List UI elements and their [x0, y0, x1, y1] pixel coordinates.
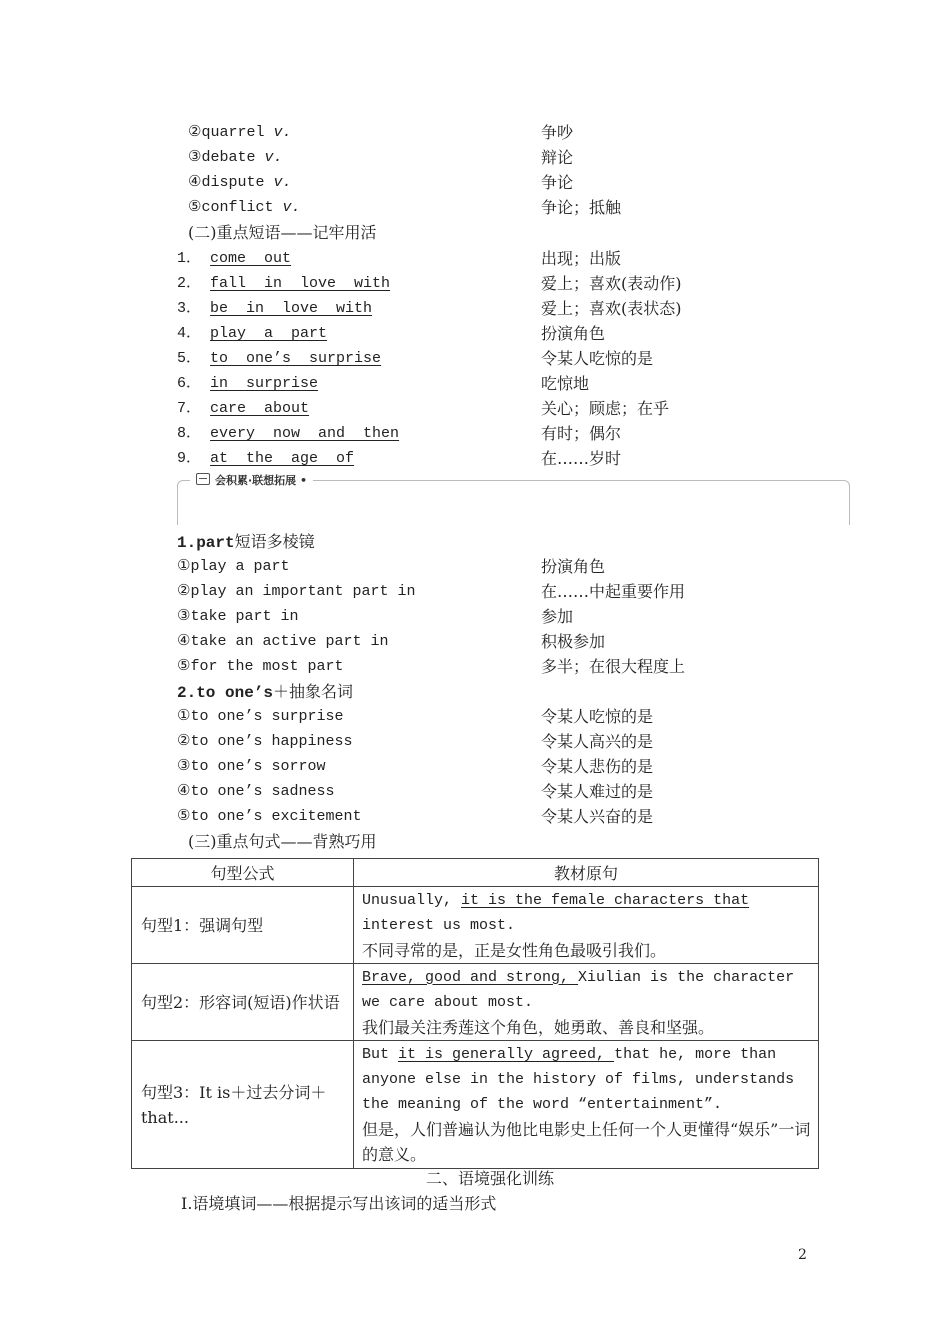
- phrase-text: to one’s excitement: [190, 808, 362, 825]
- table-header-pattern: 句型公式: [132, 859, 354, 887]
- original-cell: [354, 964, 819, 1041]
- phrase-text: play an important part in: [190, 583, 416, 600]
- item-number: 2．: [177, 275, 202, 292]
- phrase-text: be in love with: [210, 300, 373, 317]
- phrase-item: [177, 421, 399, 446]
- item-number: 6．: [177, 375, 202, 392]
- english-text: interest us most.: [362, 916, 516, 934]
- english-text: Xiulian is the character we care about most.: [362, 968, 795, 1011]
- phrase-meaning: 令某人难过的是: [541, 782, 654, 801]
- item-number: 4．: [177, 325, 202, 342]
- list-item: [177, 604, 298, 629]
- english-text: But: [362, 1046, 399, 1063]
- pattern-cell: 句型2：形容词(短语)作状语: [132, 964, 354, 1041]
- item-number: ③: [177, 608, 191, 625]
- phrase-text: to one’s surprise: [190, 708, 344, 725]
- phrase-meaning: 令某人高兴的是: [541, 732, 654, 751]
- phrase-text: to one’s sadness: [190, 783, 335, 800]
- phrase-text: to one’s happiness: [190, 733, 353, 750]
- pattern-cell: 句型3：It is＋过去分词＋that...: [132, 1041, 354, 1169]
- part-of-speech: v.: [264, 149, 283, 166]
- group-key: part: [196, 534, 235, 552]
- group-key: to one’s: [196, 684, 274, 702]
- item-number: ①: [177, 708, 191, 725]
- phrase-meaning: 有时；偶尔: [541, 424, 622, 443]
- dot-icon: •: [300, 474, 308, 487]
- phrase-meaning: 爱上；喜欢(表动作): [541, 274, 682, 293]
- phrase-text: to one’s surprise: [210, 350, 382, 367]
- table-row: [132, 1041, 819, 1169]
- list-item: [177, 754, 325, 779]
- table-row: [132, 887, 819, 964]
- phrase-text: for the most part: [190, 658, 344, 675]
- book-icon: [196, 473, 210, 485]
- item-number: ④: [177, 783, 191, 800]
- group-number: 1.: [177, 534, 197, 552]
- part-of-speech: v.: [273, 124, 292, 141]
- sentences-heading: (三)重点句式——背熟巧用: [188, 832, 377, 851]
- phrase-meaning: 积极参加: [541, 632, 606, 651]
- original-cell: [354, 1041, 819, 1169]
- vocab-word: debate: [201, 149, 256, 166]
- vocab-meaning: 争吵: [541, 123, 574, 142]
- english-text: Unusually,: [362, 891, 462, 909]
- phrase-text: play a part: [210, 325, 328, 342]
- item-number: 5．: [177, 350, 202, 367]
- original-english: [362, 888, 812, 938]
- group-heading: [177, 679, 353, 704]
- vocab-word: quarrel: [201, 124, 265, 141]
- item-number: ①: [177, 558, 191, 575]
- table-row: [132, 964, 819, 1041]
- item-number: 3．: [177, 300, 202, 317]
- phrase-text: fall in love with: [210, 275, 391, 292]
- phrase-text: take part in: [190, 608, 299, 625]
- vocab-item: [188, 195, 301, 220]
- list-item: [177, 654, 343, 679]
- group-number: 2.: [177, 684, 197, 702]
- vocab-item: [188, 170, 292, 195]
- phrase-item: [177, 271, 390, 296]
- vocab-item: [188, 145, 283, 170]
- item-number: ③: [177, 758, 191, 775]
- phrase-meaning: 扮演角色: [541, 557, 606, 576]
- phrase-meaning: 令某人吃惊的是: [541, 707, 654, 726]
- phrase-meaning: 在……中起重要作用: [541, 582, 686, 601]
- phrase-item: [177, 396, 309, 421]
- original-chinese: 我们最关注秀莲这个角色，她勇敢、善良和坚强。: [362, 1017, 715, 1037]
- phrase-text: every now and then: [210, 425, 400, 442]
- section-two-subheading: Ⅰ.语境填词——根据提示写出该词的适当形式: [181, 1194, 497, 1213]
- table-header-row: [132, 859, 819, 887]
- phrase-meaning: 出现；出版: [541, 249, 622, 268]
- vocab-meaning: 辩论: [541, 148, 574, 167]
- phrase-meaning: 吃惊地: [541, 374, 590, 393]
- phrase-text: care about: [210, 400, 310, 417]
- phrase-meaning: 爱上；喜欢(表状态): [541, 299, 682, 318]
- item-number: ⑤: [177, 658, 191, 675]
- phrase-text: at the age of: [210, 450, 355, 467]
- phrase-item: [177, 246, 291, 271]
- phrase-meaning: 关心；顾虑；在乎: [541, 399, 670, 418]
- english-underlined: it is the female characters that: [461, 891, 750, 909]
- group-title: ＋抽象名词: [273, 682, 354, 701]
- phrase-item: [177, 296, 372, 321]
- item-number: ③: [188, 149, 202, 166]
- phrase-meaning: 在……岁时: [541, 449, 622, 468]
- list-item: [177, 704, 343, 729]
- phrase-meaning: 令某人悲伤的是: [541, 757, 654, 776]
- item-number: ④: [177, 633, 191, 650]
- sentence-pattern-table: [131, 858, 819, 1169]
- list-item: [177, 804, 361, 829]
- item-number: ⑤: [177, 808, 191, 825]
- item-number: ②: [188, 124, 202, 141]
- phrase-meaning: 令某人吃惊的是: [541, 349, 654, 368]
- phrase-meaning: 参加: [541, 607, 574, 626]
- list-item: [177, 579, 416, 604]
- phrases-heading: (二)重点短语——记牢用活: [188, 223, 377, 242]
- phrase-item: [177, 371, 318, 396]
- phrase-item: [177, 346, 381, 371]
- item-number: ②: [177, 583, 191, 600]
- group-heading: [177, 529, 315, 554]
- item-number: 8．: [177, 425, 202, 442]
- phrase-text: come out: [210, 250, 292, 267]
- list-item: [177, 554, 289, 579]
- item-number: ⑤: [188, 199, 202, 216]
- item-number: 7．: [177, 400, 202, 417]
- original-english: [362, 965, 812, 1015]
- part-of-speech: v.: [273, 174, 292, 191]
- vocab-meaning: 争论；抵触: [541, 198, 622, 217]
- group-title: 短语多棱镜: [234, 532, 315, 551]
- phrase-meaning: 令某人兴奋的是: [541, 807, 654, 826]
- phrase-text: in surprise: [210, 375, 319, 392]
- original-chinese: 不同寻常的是，正是女性角色最吸引我们。: [362, 940, 667, 960]
- item-number: ②: [177, 733, 191, 750]
- vocab-meaning: 争论: [541, 173, 574, 192]
- page-number: 2: [798, 1247, 807, 1263]
- item-number: 9．: [177, 450, 202, 467]
- section-two-heading: 二、语境强化训练: [426, 1169, 555, 1188]
- item-number: 1．: [177, 250, 202, 267]
- phrase-item: [177, 446, 354, 471]
- list-item: [177, 779, 334, 804]
- accumulate-box-label: [190, 472, 313, 490]
- phrase-text: to one’s sorrow: [190, 758, 326, 775]
- phrase-item: [177, 321, 327, 346]
- original-chinese: 但是，人们普遍认为他比电影史上任何一个人更懂得“娱乐”一词的意义。: [362, 1120, 811, 1164]
- vocab-item: [188, 120, 292, 145]
- original-english: [362, 1042, 812, 1117]
- phrase-text: play a part: [190, 558, 290, 575]
- vocab-word: conflict: [201, 199, 274, 216]
- box-label-text: 会积累·联想拓展: [215, 474, 297, 487]
- list-item: [177, 629, 389, 654]
- english-underlined: Brave, good and strong,: [362, 968, 579, 986]
- table-header-original: 教材原句: [354, 859, 819, 887]
- part-of-speech: v.: [282, 199, 301, 216]
- vocab-word: dispute: [201, 174, 265, 191]
- phrase-text: take an active part in: [190, 633, 389, 650]
- list-item: [177, 729, 352, 754]
- english-text: that he, more than anyone else in the history of films, understands the meaning of the word “entertainment”.: [362, 1046, 795, 1113]
- phrase-meaning: 扮演角色: [541, 324, 606, 343]
- pattern-cell: 句型1：强调句型: [132, 887, 354, 964]
- original-cell: [354, 887, 819, 964]
- english-underlined: it is generally agreed,: [398, 1046, 615, 1063]
- phrase-meaning: 多半；在很大程度上: [541, 657, 686, 676]
- item-number: ④: [188, 174, 202, 191]
